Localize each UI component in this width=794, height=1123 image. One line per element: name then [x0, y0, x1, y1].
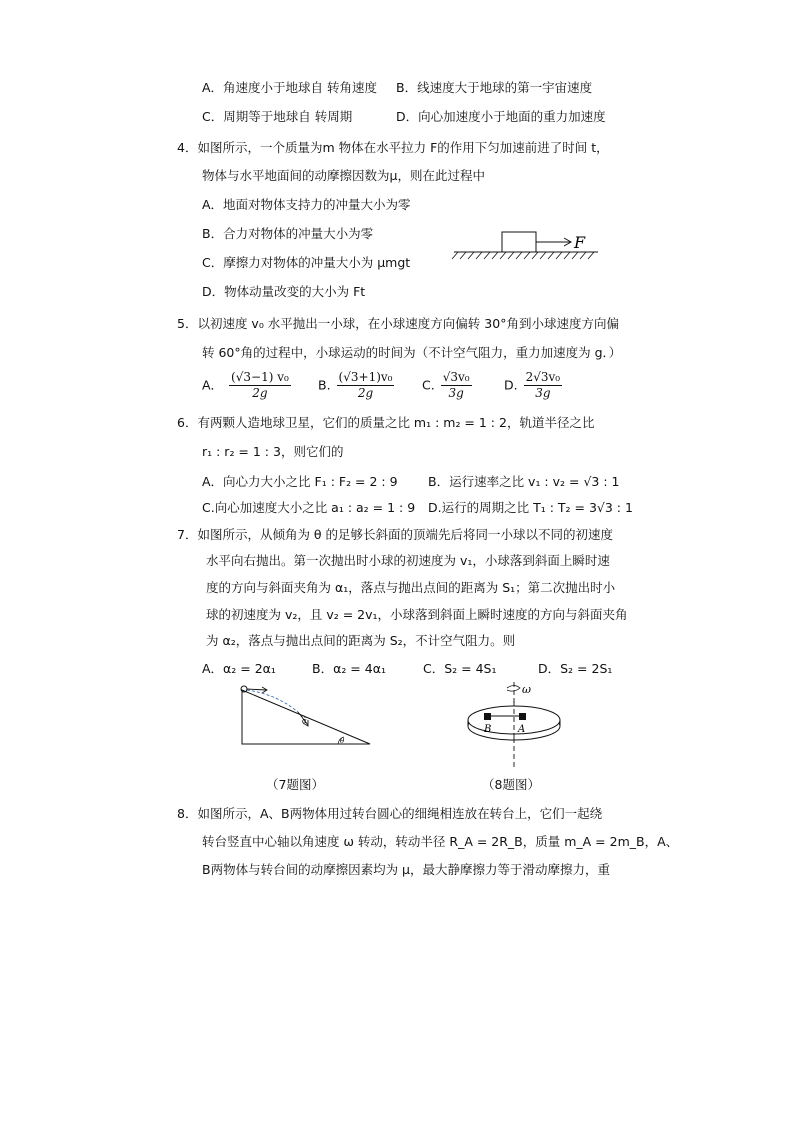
- q7-stem-line2: 水平向右抛出。第一次抛出时小球的初速度为 v₁，小球落到斜面上瞬时速: [206, 553, 610, 568]
- q6-option-a: A．向心力大小之比 F₁ : F₂ = 2 : 9: [202, 474, 398, 489]
- q5-option-b-label: B.: [318, 377, 331, 393]
- q7-stem-line3: 度的方向与斜面夹角为 α₁，落点与抛出点间的距离为 S₁；第二次抛出时小: [206, 580, 616, 595]
- q3-option-a: A．角速度小于地球自 转角速度: [202, 80, 378, 95]
- q4-stem-line1: 4．如图所示，一个质量为m 物体在水平拉力 F的作用下匀加速前进了时间 t，: [177, 140, 609, 155]
- q7-stem-line5: 为 α₂，落点与抛出点间的距离为 S₂，不计空气阻力。则: [206, 633, 516, 648]
- q4-option-a: A．地面对物体支持力的冲量大小为零: [202, 197, 411, 212]
- q7-option-c: C．S₂ = 4S₁: [423, 661, 497, 676]
- q5-option-d-label: D.: [504, 377, 518, 393]
- force-label: F: [574, 233, 586, 252]
- q3-option-c: C．周期等于地球自 转周期: [202, 109, 353, 124]
- q8-stem-line1: 8．如图所示，A、B两物体用过转台圆心的细绳相连放在转台上，它们一起绕: [177, 806, 603, 821]
- q7-option-d: D．S₂ = 2S₁: [538, 661, 613, 676]
- q7-figure: [236, 682, 376, 748]
- q4-stem-line2: 物体与水平地面间的动摩擦因数为μ，则在此过程中: [202, 168, 485, 183]
- alpha-label: α: [302, 717, 307, 725]
- q8-figure: [464, 680, 564, 770]
- q5-option-d-numerator: 2√3v₀: [525, 370, 561, 384]
- ground-hatching: [452, 252, 594, 259]
- q6-option-d: D.运行的周期之比 T₁ : T₂ = 3√3 : 1: [428, 500, 633, 515]
- q5-option-c: [422, 370, 474, 401]
- q7-option-a: A．α₂ = 2α₁: [202, 661, 276, 676]
- q4-option-b: B．合力对物体的冲量大小为零: [202, 226, 374, 241]
- label-b: B: [484, 724, 492, 735]
- caption-fig7: （7题图）: [266, 777, 324, 792]
- block-b: [484, 713, 491, 720]
- q6-stem-line1: 6．有两颗人造地球卫星，它们的质量之比 m₁ : m₂ = 1 : 2，轨道半径之比: [177, 415, 595, 430]
- q5-option-a-denominator: 2g: [252, 386, 268, 400]
- q5-option-c-denominator: 3g: [448, 386, 464, 400]
- label-a: A: [518, 724, 526, 735]
- theta-label: θ: [340, 737, 345, 745]
- q4-option-c: C．摩擦力对物体的冲量大小为 μmgt: [202, 255, 411, 270]
- q7-stem-line4: 球的初速度为 v₂，且 v₂ = 2v₁，小球落到斜面上瞬时速度的方向与斜面夹角: [206, 607, 628, 622]
- q8-stem-line2: 转台竖直中心轴以角速度 ω 转动，转动半径 R_A = 2R_B，质量 m_A = 2m_B，A、: [202, 834, 679, 849]
- q5-option-b-denominator: 2g: [357, 386, 374, 400]
- q5-option-b: [318, 370, 396, 401]
- q3-option-d: D．向心加速度小于地面的重力加速度: [396, 109, 606, 124]
- initial-velocity: [247, 689, 266, 690]
- q3-option-b: B．线速度大于地球的第一宇宙速度: [396, 80, 593, 95]
- q5-stem-line1: 5．以初速度 v₀ 水平抛出一小球，在小球速度方向偏转 30°角到小球速度方向偏: [177, 316, 619, 331]
- block: [502, 232, 536, 252]
- q5-option-d: [504, 370, 564, 401]
- caption-fig8: （8题图）: [482, 777, 540, 792]
- q6-option-b: B．运行速率之比 v₁ : v₂ = √3 : 1: [428, 474, 620, 489]
- q8-stem-line3: B两物体与转台间的动摩擦因素均为 μ，最大静摩擦力等于滑动摩擦力，重: [202, 862, 611, 877]
- q5-option-b-fraction: [337, 370, 395, 401]
- q5-option-a: [202, 370, 293, 401]
- q4-figure: [452, 228, 602, 264]
- q5-option-c-numerator: √3v₀: [442, 370, 470, 384]
- q5-option-d-fraction: [524, 370, 563, 401]
- q4-option-d: D．物体动量改变的大小为 Ft: [202, 284, 366, 299]
- q5-stem-line2: 转 60°角的过程中，小球运动的时间为（不计空气阻力，重力加速度为 g．）: [202, 345, 622, 360]
- q5-option-a-numerator: (√3−1) v₀: [231, 370, 289, 384]
- q7-option-b: B．α₂ = 4α₁: [312, 661, 386, 676]
- block-a: [519, 713, 526, 720]
- rotation-arrow: [507, 686, 520, 692]
- q5-option-d-denominator: 3g: [535, 386, 551, 400]
- q6-stem-line2: r₁ : r₂ = 1 : 3，则它们的: [202, 444, 344, 459]
- q7-stem-line1: 7．如图所示，从倾角为 θ 的足够长斜面的顶端先后将同一小球以不同的初速度: [177, 527, 614, 542]
- trajectory: [247, 690, 298, 712]
- q5-option-a-fraction: [229, 370, 291, 401]
- q6-option-c: C.向心加速度大小之比 a₁ : a₂ = 1 : 9: [202, 500, 416, 515]
- omega-label: ω: [522, 683, 531, 696]
- q5-option-a-label: A．: [202, 377, 224, 393]
- q5-option-c-label: C.: [422, 377, 435, 393]
- q5-option-b-numerator: (√3+1)v₀: [338, 370, 393, 384]
- q5-option-c-fraction: [441, 370, 472, 401]
